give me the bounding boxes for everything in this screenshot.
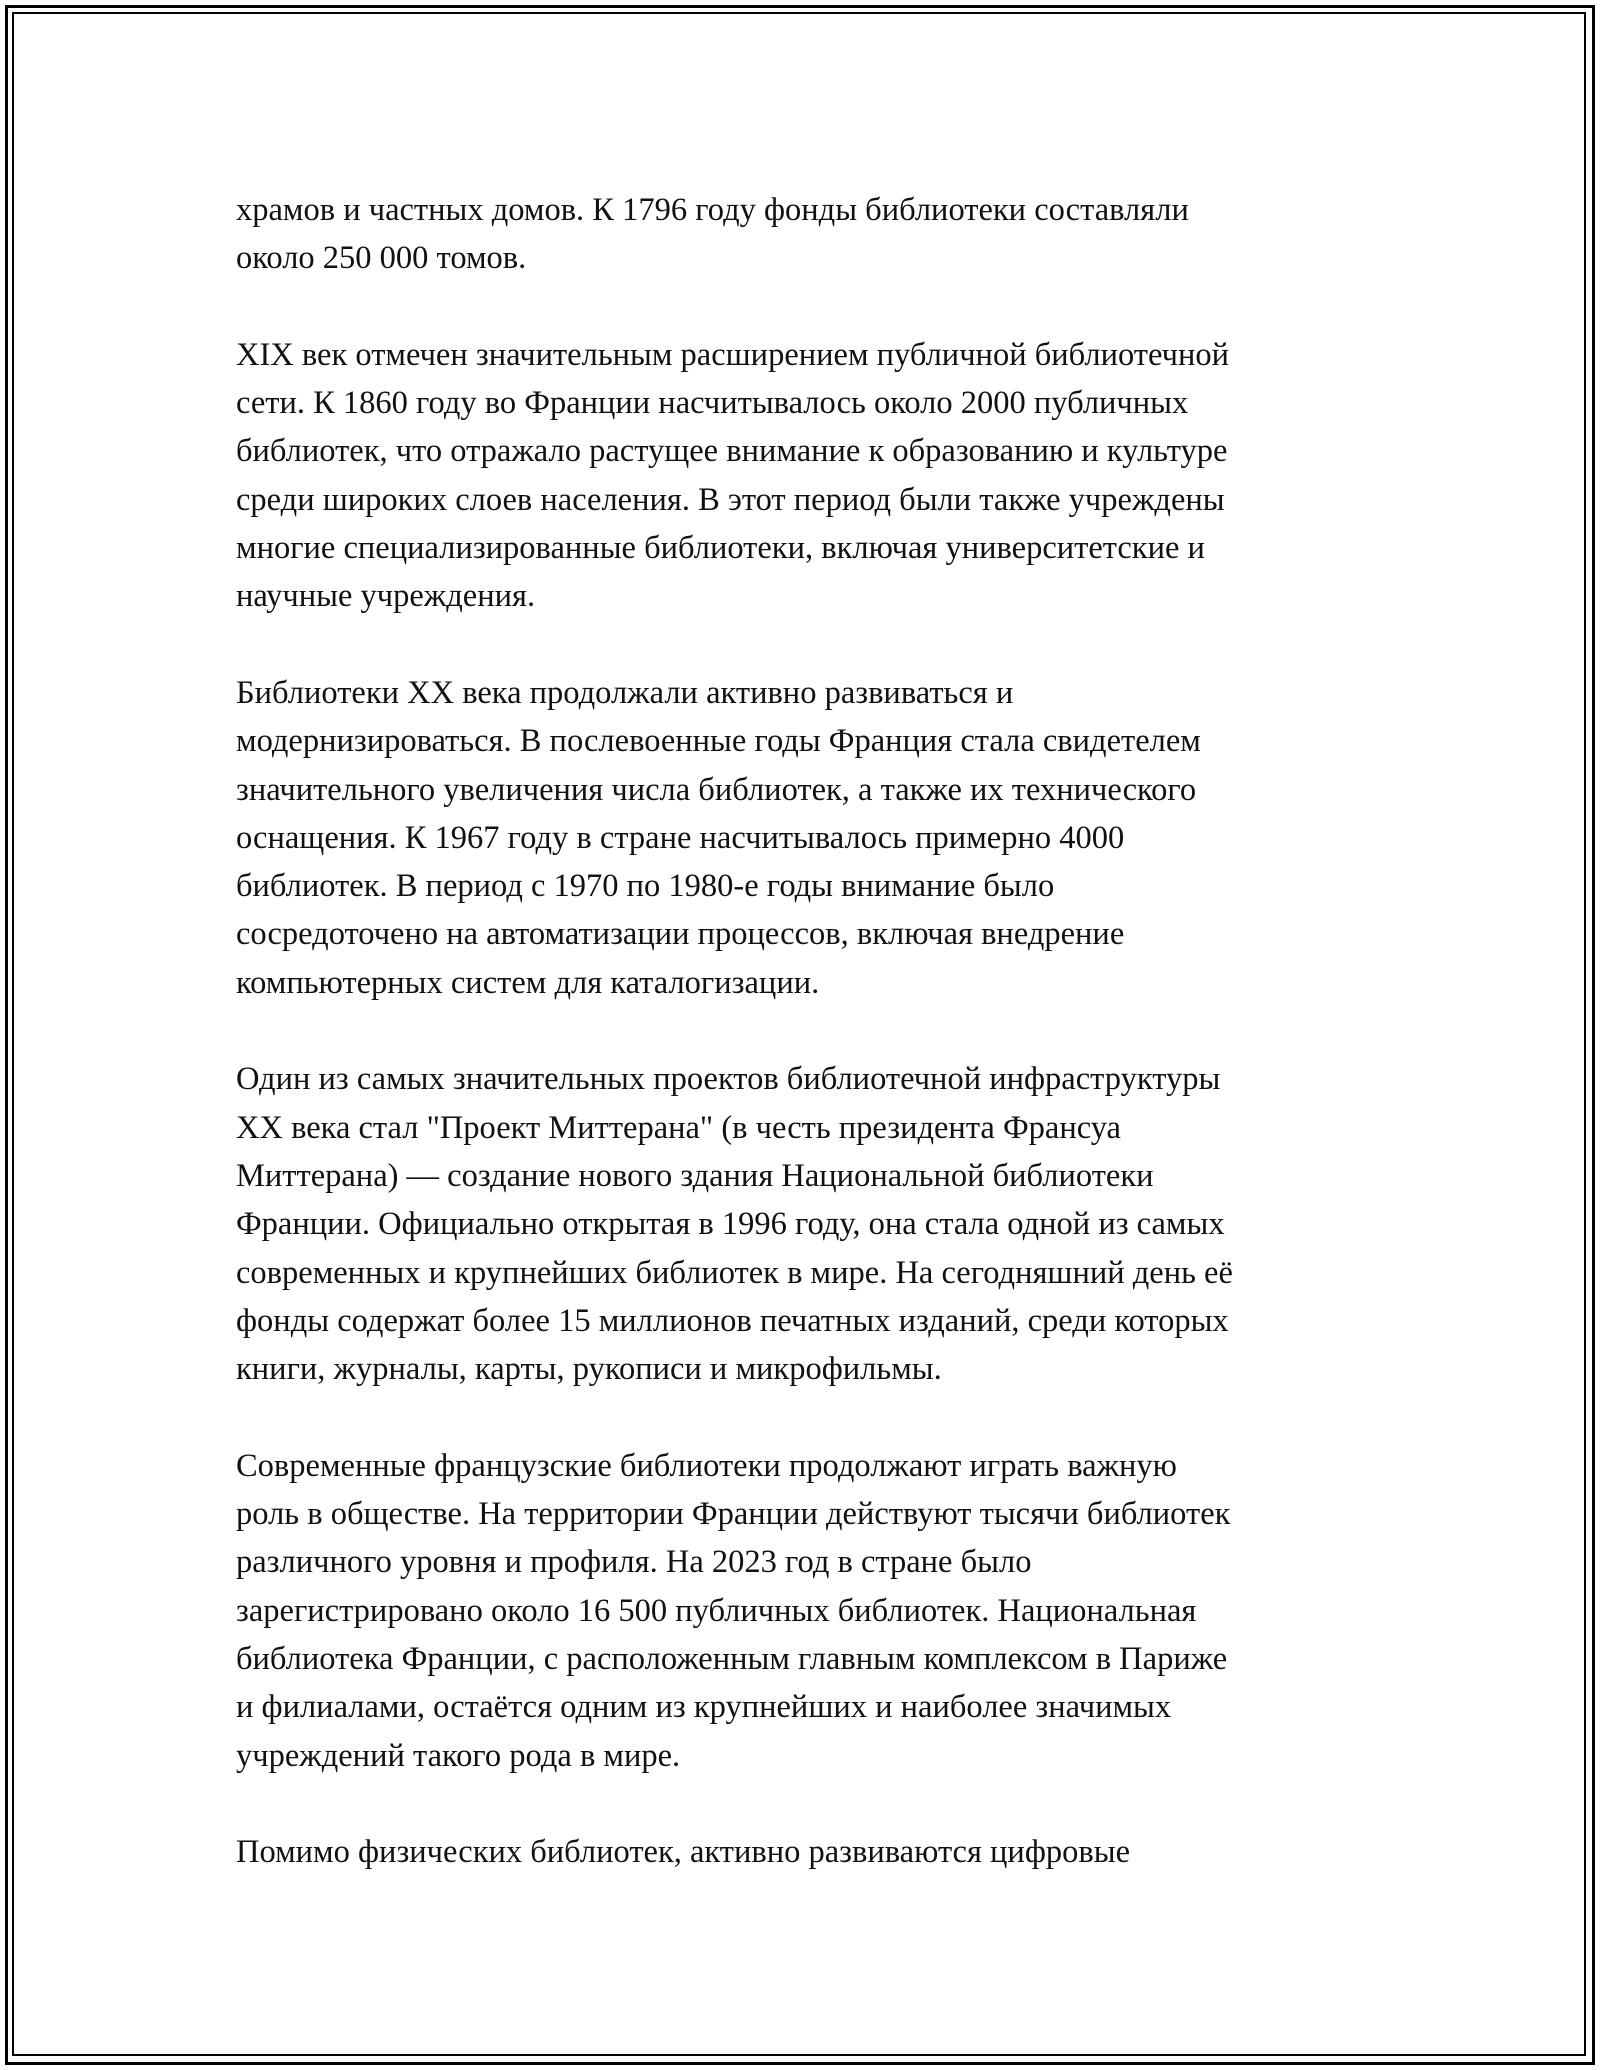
text-line: Помимо физических библиотек, активно развиваются цифровые <box>236 1834 1130 1871</box>
text-line: Библиотеки XX века продолжали активно развиваться и <box>236 674 1014 711</box>
text-line: сети. К 1860 году во Франции насчитывалось около 2000 публичных <box>236 385 1189 422</box>
paragraph-6 <box>236 1828 1396 1876</box>
paragraph-3 <box>236 669 1396 1007</box>
text-line: XIX век отмечен значительным расширением публичной библиотечной <box>236 336 1229 373</box>
text-line: среди широких слоев населения. В этот период были также учреждены <box>236 481 1225 518</box>
text-line: XX века стал "Проект Миттерана" (в честь президента Франсуа <box>236 1109 1121 1146</box>
text-line: роль в обществе. На территории Франции действуют тысячи библиотек <box>236 1496 1231 1533</box>
text-line: научные учреждения. <box>236 578 536 615</box>
document-body <box>236 186 1396 1925</box>
text-line: храмов и частных домов. К 1796 году фонды библиотеки составляли <box>236 192 1189 228</box>
text-line: около 250 000 томов. <box>236 240 527 277</box>
paragraph-2 <box>236 331 1396 621</box>
text-line: библиотека Франции, с расположенным главным комплексом в Париже <box>236 1640 1228 1677</box>
text-line: Франции. Официально открытая в 1996 году, она стала одной из самых <box>236 1206 1225 1243</box>
text-line: Один из самых значительных проектов библиотечной инфраструктуры <box>236 1061 1221 1098</box>
paragraph-5 <box>236 1442 1396 1780</box>
text-line: Современные французские библиотеки продолжают играть важную <box>236 1447 1177 1484</box>
text-line: Миттерана) — создание нового здания Национальной библиотеки <box>236 1157 1154 1194</box>
text-line: книги, журналы, карты, рукописи и микрофильмы. <box>236 1351 942 1388</box>
text-line: библиотек. В период с 1970 по 1980-е годы внимание было <box>236 868 1055 905</box>
text-line: многие специализированные библиотеки, включая университетские и <box>236 530 1205 567</box>
text-line: зарегистрировано около 16 500 публичных библиотек. Национальная <box>236 1592 1197 1629</box>
text-line: учреждений такого рода в мире. <box>236 1737 681 1774</box>
text-line: библиотек, что отражало растущее внимание к образованию и культуре <box>236 433 1228 470</box>
text-line: значительного увеличения числа библиотек, а также их технического <box>236 771 1197 808</box>
text-line: сосредоточено на автоматизации процессов, включая внедрение <box>236 916 1125 953</box>
text-line: модернизироваться. В послевоенные годы Франция стала свидетелем <box>236 723 1201 760</box>
text-line: современных и крупнейших библиотек в мире. На сегодняшний день её <box>236 1254 1233 1291</box>
paragraph-4 <box>236 1055 1396 1393</box>
text-line: фонды содержат более 15 миллионов печатных изданий, среди которых <box>236 1302 1229 1339</box>
text-line: оснащения. К 1967 году в стране насчитывалось примерно 4000 <box>236 819 1125 856</box>
text-line: компьютерных систем для каталогизации. <box>236 964 820 1001</box>
text-line: различного уровня и профиля. На 2023 год в стране было <box>236 1544 1032 1581</box>
paragraph-1 <box>236 186 1396 283</box>
text-line: и филиалами, остаётся одним из крупнейших и наиболее значимых <box>236 1689 1172 1726</box>
